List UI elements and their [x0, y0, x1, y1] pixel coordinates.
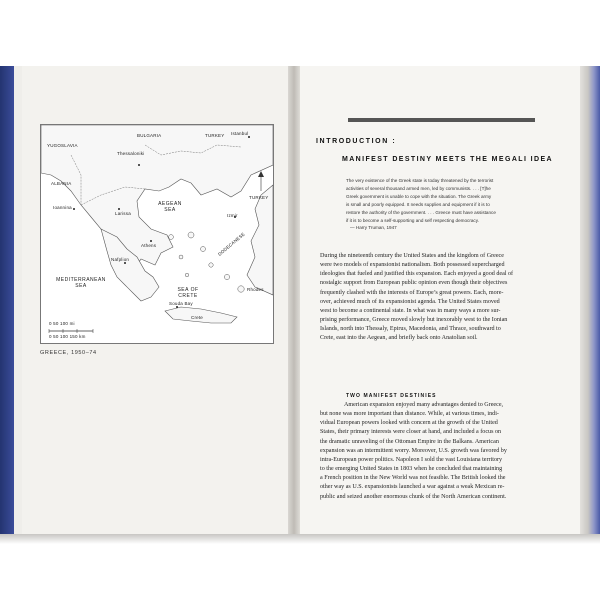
body-line: vidual European powers looked with concern at the growth of the United [320, 420, 498, 427]
chapter-title: MANIFEST DESTINY MEETS THE MEGALI IDEA [342, 156, 553, 163]
body-line: were two models of expansionist nationalism. Both possessed supercharged [320, 262, 505, 269]
body-line: over, achieved much of its expansionist agenda. The United States moved [320, 298, 500, 305]
body-line: west to become a continental state. In what was in many ways a more sur- [320, 307, 501, 314]
body-line: the dramatic unraveling of the Ottoman Empire in the Balkans. American [320, 438, 499, 445]
map-scale-miles: 0 50 100 mi [49, 321, 75, 326]
map-label-turkey-north: TURKEY [205, 133, 225, 138]
body-line: nostalgic support from European public opinion even though their objectives [320, 280, 508, 287]
epigraph-line: if it is to become a self-supporting and self respecting democracy. [346, 217, 479, 223]
body-line: prising performance, Greece moved slowly but inexorably west to the Ionian [320, 317, 508, 324]
book-gutter [288, 66, 300, 534]
page-edge-strip [14, 66, 22, 534]
map-scale-km: 0 50 100 150 km [49, 334, 86, 339]
map-label-dodecanese: DODECANESE [217, 231, 246, 257]
epigraph-line: The very existence of the Greek state is today threatened by the terrorist [346, 178, 494, 183]
map-label-bulgaria: BULGARIA [137, 133, 162, 138]
body-line: ideologies that fueled and justified this expansion. Each enjoyed a good deal of [320, 271, 514, 278]
epigraph [346, 177, 546, 232]
body-line: States, their primary interests were closer at hand, and included a focus on [320, 429, 502, 436]
body-line: expansion was an intermittent worry. Moreover, U.S. growth was favored by [320, 447, 507, 454]
map-label-thessaloniki: Thessaloniki [117, 151, 145, 156]
body-line: public and seized another enormous chunk of the North American continent. [320, 493, 507, 500]
body-line: to the emerging United States in 1803 when he concluded that maintaining [320, 466, 503, 473]
map-label-athens: Athens [141, 243, 157, 248]
map-label-turkey-east: TURKEY [249, 195, 269, 200]
map-label-nafplion: Nafplion [111, 257, 130, 262]
epigraph-line: Greek government is unable to cope with the situation. The Greek army [346, 193, 492, 199]
body-line: During the nineteenth century the United States and the kingdom of Greece [320, 253, 504, 259]
map-caption: GREECE, 1950–74 [40, 350, 97, 356]
map-label-larissa: Larissa [115, 211, 131, 216]
epigraph-attribution: — Harry Truman, 1947 [350, 225, 397, 231]
map-label-souda-bay: Souda Bay [169, 301, 193, 306]
map-label-albania: ALBANIA [51, 181, 72, 186]
body-line: Islands, north into Thessaly, Epirus, Macedonia, and Thrace, southward to [320, 326, 501, 333]
section-subhead: TWO MANIFEST DESTINIES [346, 393, 437, 399]
body-line: other way as U.S. expansionists launched a war against a weak Mexican re- [320, 484, 505, 491]
epigraph-line: restore the authority of the government. . . . Greece must have assistance [346, 209, 496, 215]
shadow [0, 534, 600, 544]
map-label-yugoslavia: YUGOSLAVIA [47, 143, 78, 148]
epigraph-line: is small and poorly equipped. It needs supplies and equipment if it is to [346, 201, 490, 207]
map-label-crete: Crete [191, 315, 204, 320]
body-line: intra-European power politics. Napoleon I sold the vast Louisiana territory [320, 456, 503, 463]
book-cover-edge-left [0, 66, 14, 534]
map-label-istanbul: Istanbul [231, 131, 249, 136]
book-cover-edge-right [580, 66, 600, 534]
map-label-izmir: Izmir [227, 213, 238, 218]
epigraph-line: activities of several thousand armed men, led by communists. . . . [T]he [346, 185, 491, 191]
map-label-ioannina: Ioannina [53, 205, 72, 210]
body-line: Crete, east into the Aegean, and briefly back onto Anatolian soil. [320, 335, 478, 342]
body-line: but none was more important than distance. While, at various times, indi- [320, 411, 499, 418]
map-label-aegean-sea: AEGEAN SEA [158, 201, 182, 213]
body-line: a French position in the New World was not feasible. The British looked the [320, 475, 506, 482]
body-paragraph-2 [320, 401, 556, 502]
body-paragraph [320, 252, 556, 344]
body-line: frequently clashed with the interests of Europe’s great powers. Each, more- [320, 289, 504, 296]
map-of-greece [40, 124, 274, 344]
map-label-rhodes: Rhodes [247, 287, 264, 292]
chapter-rule [348, 118, 535, 122]
map-label-mediterranean-sea: MEDITERRANEAN SEA [56, 277, 106, 289]
body-line: American expansion enjoyed many advantages denied to Greece, [344, 402, 504, 408]
map-label-sea-of-crete: SEA OF CRETE [177, 287, 199, 299]
chapter-label: INTRODUCTION : [316, 138, 397, 145]
